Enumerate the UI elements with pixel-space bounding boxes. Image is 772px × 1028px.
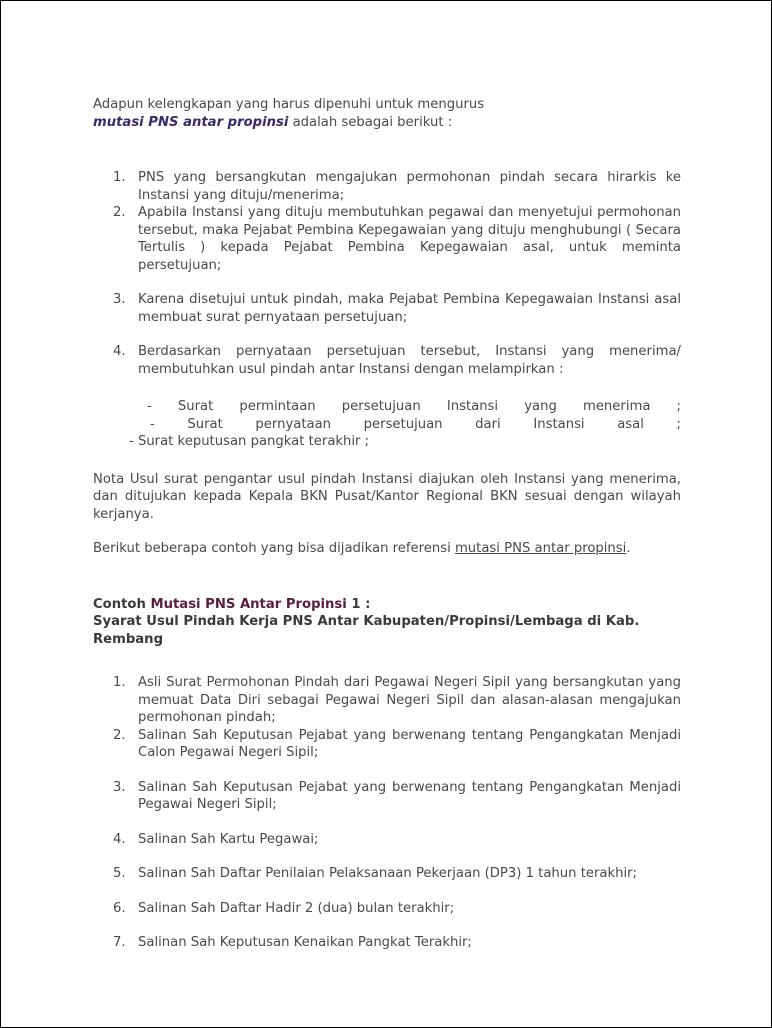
list-text: Berdasarkan pernyataan persetujuan tersebut, Instansi yang menerima/ membutuhkan usul pindah antar Instansi dengan melampirkan :	[138, 344, 681, 377]
list-item	[93, 900, 681, 918]
list-text: Salinan Sah Keputusan Pejabat yang berwenang tentang Pengangkatan Menjadi Pegawai Negeri Sipil;	[138, 779, 681, 812]
list-text: Salinan Sah Keputusan Pejabat yang berwenang tentang Pengangkatan Menjadi Calon Pegawai Negeri Sipil;	[138, 727, 681, 760]
list-item	[93, 934, 681, 952]
list-number: 3.	[113, 292, 126, 307]
list-item	[93, 343, 681, 378]
list-text: Salinan Sah Keputusan Kenaikan Pangkat Terakhir;	[138, 935, 472, 950]
intro-paragraph	[93, 96, 681, 131]
attachment-item: - Surat permintaan persetujuan Instansi yang menerima ;	[147, 399, 681, 414]
example-subtitle: Syarat Usul Pindah Kerja PNS Antar Kabupaten/Propinsi/Lembaga di Kab. Rembang	[93, 614, 640, 647]
list-item	[93, 291, 681, 326]
list-item	[93, 865, 681, 883]
list-text: Asli Surat Permohonan Pindah dari Pegawai Negeri Sipil yang bersangkutan yang memuat Data Diri sebagai Pegawai Negeri Sipil dan alasan-alasan mengajukan permohonan pindah;	[138, 675, 681, 725]
attachments-list	[93, 398, 681, 451]
list-number: 7.	[113, 935, 126, 950]
list-number: 2.	[113, 205, 126, 220]
list-item	[93, 674, 681, 727]
list-item	[93, 169, 681, 204]
intro-line2: adalah sebagai berikut :	[288, 114, 453, 130]
list-number: 4.	[113, 344, 126, 359]
intro-line1: Adapun kelengkapan yang harus dipenuhi untuk mengurus	[93, 97, 485, 112]
list-text: Apabila Instansi yang dituju membutuhkan pegawai dan menyetujui permohonan tersebut, maka Pejabat Pembina Kepegawaian yang dituju menghubungi ( Secara Tertulis ) kepada Pejabat Pembina Kepegawaian asal, untuk meminta persetujuan;	[138, 205, 681, 273]
requirements-list	[93, 674, 681, 952]
attachment-item: - Surat pernyataan persetujuan dari Instansi asal ;	[150, 416, 681, 432]
reference-suffix: .	[626, 541, 631, 556]
nota-paragraph: Nota Usul surat pengantar usul pindah Instansi diajukan oleh Instansi yang menerima, dan ditujukan kepada Kepala BKN Pusat/Kantor Regional BKN sesuai dengan wilayah kerjanya.	[93, 471, 681, 522]
list-number: 2.	[113, 727, 126, 743]
intro-emphasis: mutasi PNS antar propinsi	[93, 114, 289, 130]
list-number: 1.	[113, 675, 126, 690]
list-text: Salinan Sah Kartu Pegawai;	[138, 831, 319, 847]
list-item	[93, 204, 681, 274]
list-item	[93, 727, 681, 762]
steps-list	[93, 169, 681, 378]
list-text: Karena disetujui untuk pindah, maka Pejabat Pembina Kepegawaian Instansi asal membuat surat pernyataan persetujuan;	[138, 292, 681, 325]
example-title-prefix: Contoh	[93, 596, 151, 612]
reference-link[interactable]: mutasi PNS antar propinsi	[454, 541, 627, 556]
list-item	[93, 779, 681, 814]
document-body	[93, 96, 681, 952]
example-title-suffix: 1 :	[346, 596, 371, 612]
list-number: 6.	[113, 900, 126, 916]
list-item	[93, 831, 681, 849]
reference-paragraph	[93, 540, 681, 558]
reference-prefix: Berikut beberapa contoh yang bisa dijadikan referensi	[93, 541, 455, 556]
attachment-item: - Surat keputusan pangkat terakhir ;	[129, 434, 370, 449]
list-text: Salinan Sah Daftar Hadir 2 (dua) bulan terakhir;	[138, 900, 455, 916]
list-number: 4.	[113, 831, 126, 847]
list-number: 1.	[113, 170, 126, 185]
example-heading	[93, 596, 681, 649]
list-text: Salinan Sah Daftar Penilaian Pelaksanaan Pekerjaan (DP3) 1 tahun terakhir;	[138, 866, 638, 881]
list-number: 5.	[113, 866, 126, 881]
list-number: 3.	[113, 779, 126, 795]
example-title-accent: Mutasi PNS Antar Propinsi	[150, 596, 347, 612]
list-text: PNS yang bersangkutan mengajukan permohonan pindah secara hirarkis ke Instansi yang dituju/menerima;	[138, 170, 681, 203]
example-title	[93, 596, 681, 614]
